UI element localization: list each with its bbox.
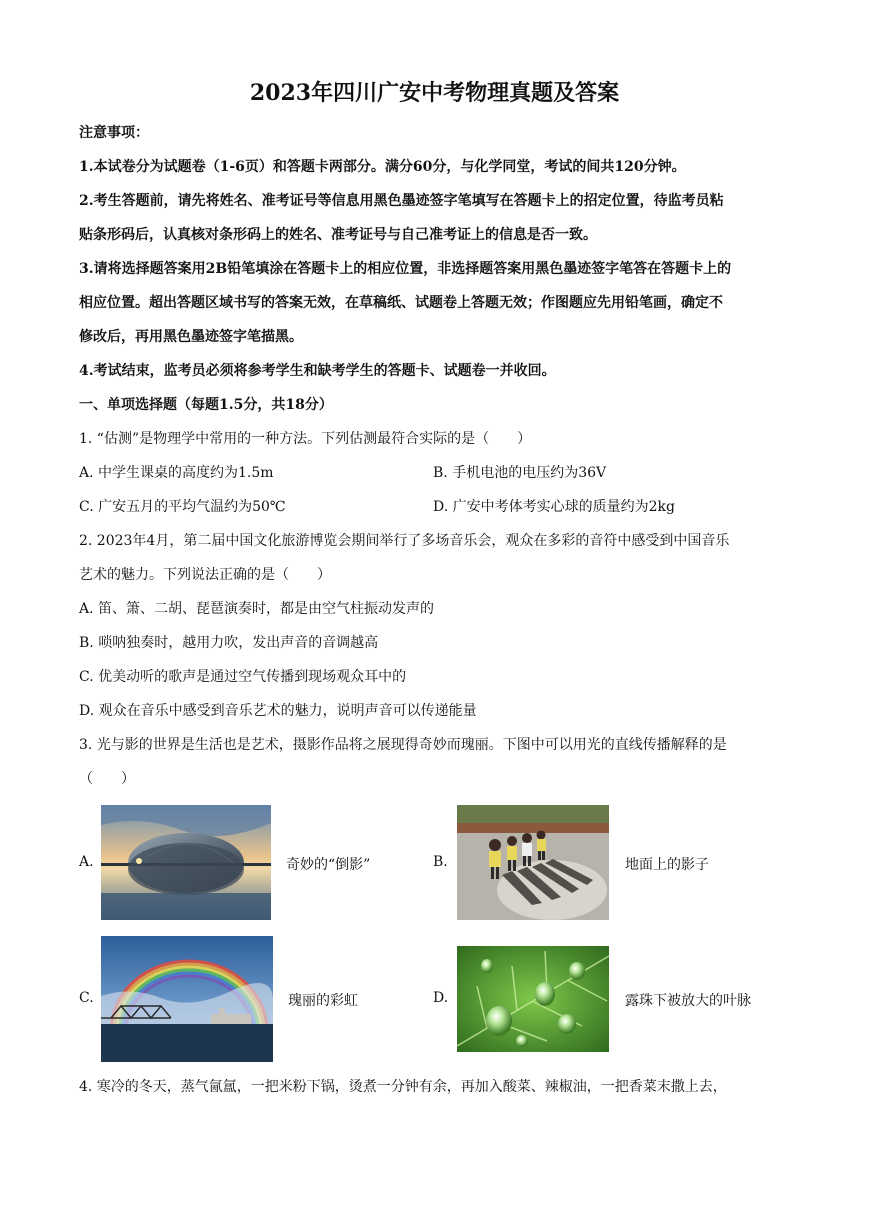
q1-stem: 1. “估测”是物理学中常用的一种方法。下列估测最符合实际的是（ ） bbox=[79, 431, 532, 447]
q2-stem-cont: 艺术的魅力。下列说法正确的是（ ） bbox=[79, 567, 331, 583]
q4-stem: 4. 寒冷的冬天，蒸气氤氲，一把米粉下锅，烫煮一分钟有余，再加入酸菜、辣椒油，一把香菜末撒上去， bbox=[79, 1079, 727, 1095]
ground-shadows-image bbox=[457, 805, 609, 920]
page-title: 2023年四川广安中考物理真题及答案 bbox=[249, 80, 620, 106]
q1-option-a: A. 中学生课桌的高度约为1.5m bbox=[79, 465, 274, 481]
q3-option-b-label: B. bbox=[433, 854, 448, 870]
leaf-dewdrops-image bbox=[457, 946, 609, 1052]
notice-item-3-cont: 相应位置。超出答题区域书写的答案无效，在草稿纸、试题卷上答题无效；作图题应先用铅笔画，确定不 bbox=[79, 295, 723, 311]
notice-item-4: 4.考试结束，监考员必须将参考学生和缺考学生的答题卡、试题卷一并收回。 bbox=[79, 363, 556, 379]
q3-option-b-caption: 地面上的影子 bbox=[625, 857, 709, 873]
notice-item-2: 2.考生答题前，请先将姓名、准考证号等信息用黑色墨迹签字笔填写在答题卡上的招定位置，待监考员粘 bbox=[79, 193, 724, 209]
q3-stem-cont: （ ） bbox=[79, 771, 135, 787]
q3-option-a-caption: 奇妙的“倒影” bbox=[286, 857, 371, 873]
q1-option-b: B. 手机电池的电压约为36V bbox=[433, 465, 607, 481]
q3-option-c-caption: 瑰丽的彩虹 bbox=[288, 993, 358, 1009]
q3-option-c-label: C. bbox=[79, 990, 94, 1006]
rainbow-image bbox=[101, 936, 273, 1062]
q2-option-d: D. 观众在音乐中感受到音乐艺术的魅力，说明声音可以传递能量 bbox=[79, 703, 477, 719]
q2-option-a: A. 笛、箫、二胡、琵琶演奏时，都是由空气柱振动发声的 bbox=[79, 601, 435, 617]
q1-option-c: C. 广安五月的平均气温约为50℃ bbox=[79, 499, 286, 515]
notice-item-1: 1.本试卷分为试题卷（1-6页）和答题卡两部分。满分60分，与化学同堂，考试的间共120分钟。 bbox=[79, 159, 686, 175]
section-heading: 一、单项选择题（每题1.5分，共18分） bbox=[79, 397, 333, 413]
notice-item-3-cont2: 修改后，再用黑色墨迹签字笔描黑。 bbox=[79, 329, 303, 345]
notice-item-3: 3.请将选择题答案用2B铅笔填涂在答题卡上的相应位置，非选择题答案用黑色墨迹签字笔答在答题卡上的 bbox=[79, 261, 732, 277]
q2-option-b: B. 唢呐独奏时，越用力吹，发出声音的音调越高 bbox=[79, 635, 379, 651]
q2-stem: 2. 2023年4月，第二届中国文化旅游博览会期间举行了多场音乐会，观众在多彩的音符中感受到中国音乐 bbox=[79, 533, 730, 549]
q3-option-a-label: A. bbox=[79, 854, 94, 870]
notice-item-2-cont: 贴条形码后，认真核对条形码上的姓名、准考证号与自己准考证上的信息是否一致。 bbox=[79, 227, 597, 243]
q1-option-d: D. 广安中考体考实心球的质量约为2kg bbox=[433, 499, 675, 515]
q2-option-c: C. 优美动听的歌声是通过空气传播到现场观众耳中的 bbox=[79, 669, 407, 685]
q3-option-d-label: D. bbox=[433, 990, 449, 1006]
notice-heading: 注意事项： bbox=[79, 125, 149, 141]
q3-option-d-caption: 露珠下被放大的叶脉 bbox=[625, 993, 751, 1009]
q3-stem: 3. 光与影的世界是生活也是艺术，摄影作品将之展现得奇妙而瑰丽。下图中可以用光的直线传播解释的是 bbox=[79, 737, 727, 753]
opera-house-reflection-image bbox=[101, 805, 271, 920]
